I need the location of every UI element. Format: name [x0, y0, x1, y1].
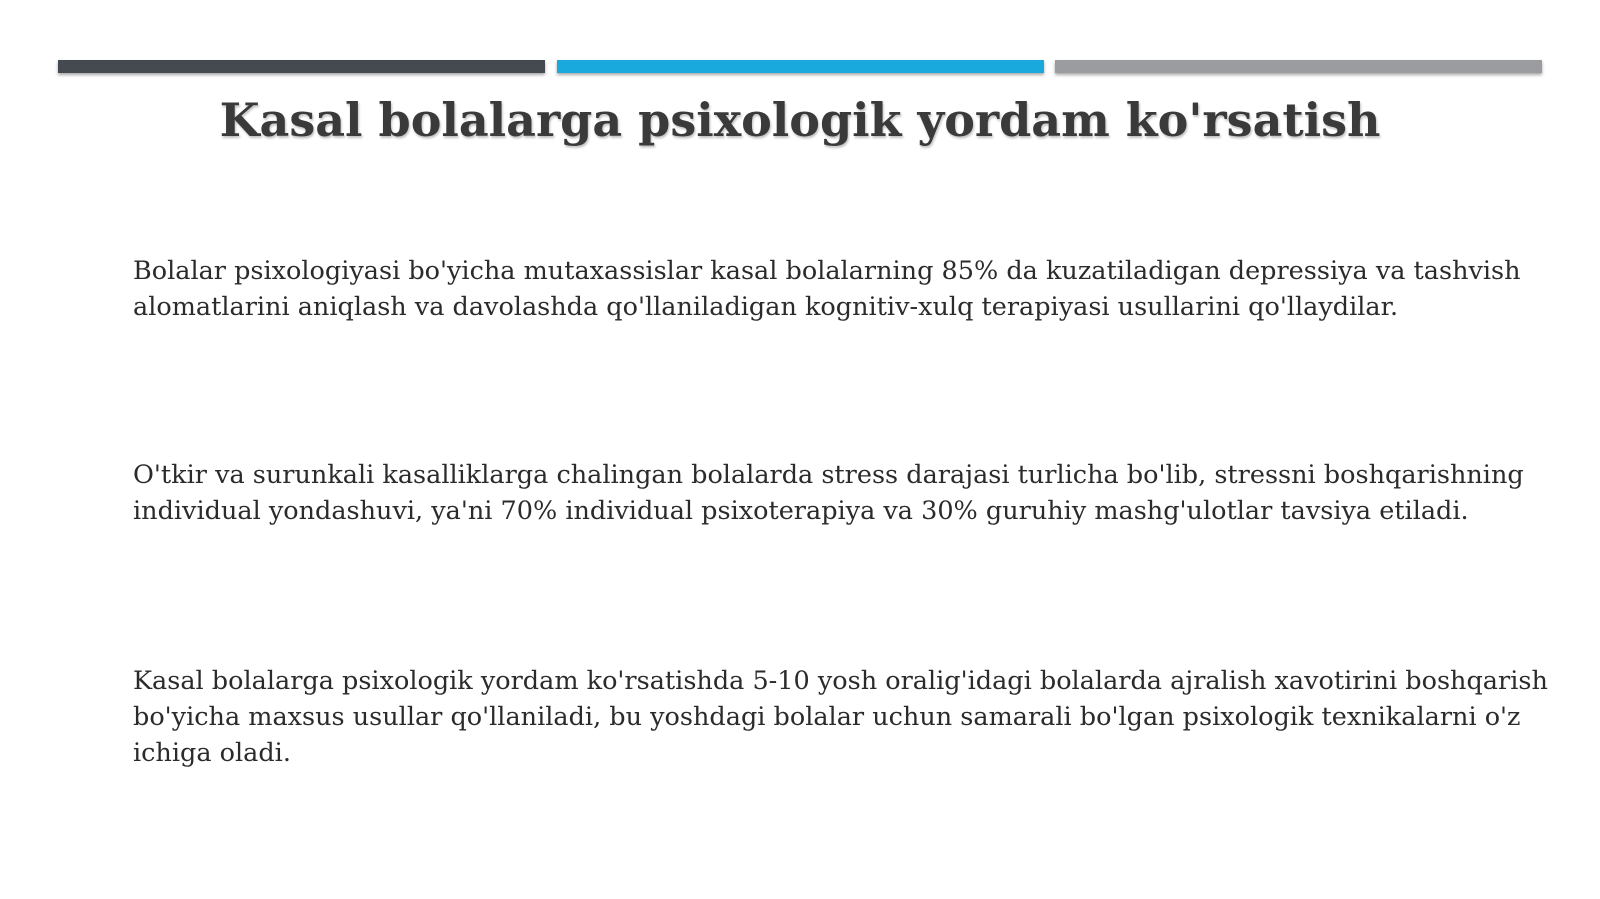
body-paragraph-3: Kasal bolalarga psixologik yordam ko'rsatishda 5-10 yosh oralig'idagi bolalarda ajralish xavotirini boshqarish bo'yicha maxsus usullar qo'llaniladi, bu yoshdagi bolalar uchun samarali bo'lgan psixologik texnikalarni o'z ichiga oladi. [133, 666, 1548, 768]
slide-title: Kasal bolalarga psixologik yordam ko'rsatish [219, 92, 1381, 147]
body-paragraph-2: O'tkir va surunkali kasalliklarga chalingan bolalarda stress darajasi turlicha bo'lib, stressni boshqarishning individual yondashuvi, ya'ni 70% individual psixoterapiya va 30% guruhiy mashg'ulotlar tavsiya etiladi. [133, 460, 1524, 526]
accent-bar-dark [58, 60, 545, 73]
accent-bar-gray [1055, 60, 1542, 73]
body-paragraph-1: Bolalar psixologiyasi bo'yicha mutaxassislar kasal bolalarning 85% da kuzatiladigan depressiya va tashvish alomatlarini aniqlash va davolashda qo'llaniladigan kognitiv-xulq terapiyasi usullarini qo'llaydilar. [133, 256, 1521, 322]
accent-bar-blue [557, 60, 1044, 73]
